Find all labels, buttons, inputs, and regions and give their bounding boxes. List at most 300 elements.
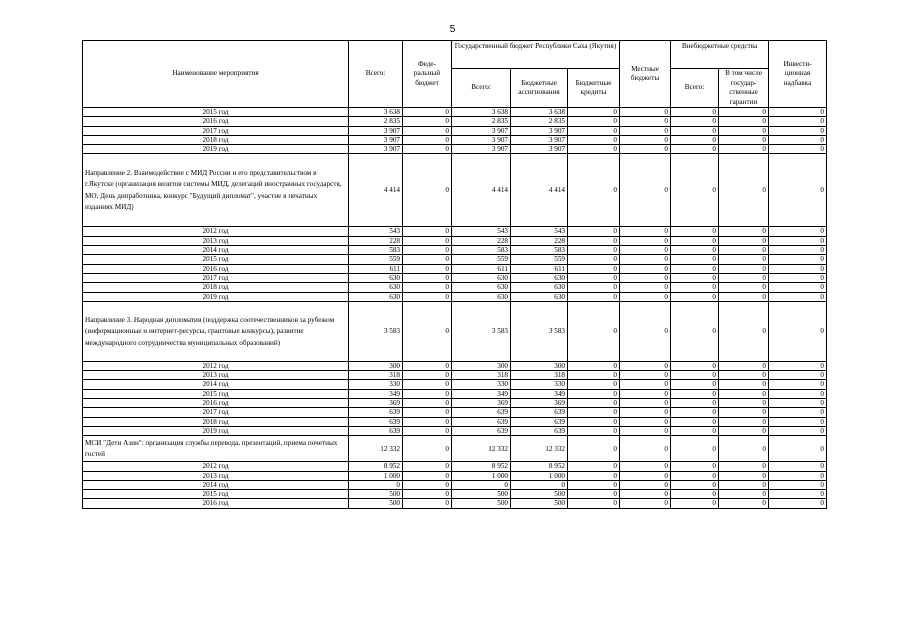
- table-cell: 0: [769, 380, 827, 389]
- table-cell: 0: [719, 117, 769, 126]
- table-row: [83, 499, 827, 508]
- table-cell: 0: [620, 255, 671, 264]
- table-cell: 3 907: [452, 135, 511, 144]
- table-cell: 0: [719, 255, 769, 264]
- table-cell: 630: [452, 273, 511, 282]
- table-cell: 0: [671, 399, 719, 408]
- table-cell: 0: [620, 283, 671, 292]
- table-cell: 0: [403, 380, 452, 389]
- table-row: [83, 389, 827, 398]
- table-cell: 639: [511, 417, 568, 426]
- table-row: [83, 283, 827, 292]
- section-value: 0: [568, 154, 620, 227]
- table-cell: 0: [769, 462, 827, 471]
- table-row: [83, 361, 827, 370]
- table-cell: 0: [719, 408, 769, 417]
- section-value: 0: [769, 154, 827, 227]
- table-cell: 300: [452, 361, 511, 370]
- table-cell: 0: [568, 135, 620, 144]
- year-label: 2017 год: [83, 408, 349, 417]
- table-cell: 0: [403, 480, 452, 489]
- table-cell: 0: [719, 246, 769, 255]
- table-cell: 0: [568, 236, 620, 245]
- table-cell: 0: [568, 389, 620, 398]
- table-row: [83, 480, 827, 489]
- table-cell: 0: [452, 480, 511, 489]
- table-cell: 330: [511, 380, 568, 389]
- table-cell: 0: [403, 399, 452, 408]
- table-cell: 0: [568, 108, 620, 117]
- table-cell: 0: [671, 490, 719, 499]
- table-cell: 0: [671, 480, 719, 489]
- section-title: Направление 2. Взаимодействие с МИД России и его представительством в г.Якутске (организация визитов системы МИД, делегаций иностранных государств, МО, День дипработника, конкурс "Будущий дипломат", участие в печатных изданиях МИД): [83, 154, 349, 227]
- table-cell: 0: [620, 292, 671, 301]
- table-cell: 639: [452, 426, 511, 435]
- section-value: 4 414: [511, 154, 568, 227]
- section-value: 0: [671, 301, 719, 361]
- table-cell: 0: [568, 462, 620, 471]
- table-cell: 0: [403, 108, 452, 117]
- table-cell: 3 907: [511, 135, 568, 144]
- table-cell: 0: [568, 408, 620, 417]
- table-cell: 3 907: [349, 145, 403, 154]
- table-cell: 0: [671, 426, 719, 435]
- table-cell: 559: [511, 255, 568, 264]
- year-label: 2017 год: [83, 126, 349, 135]
- table-cell: 0: [671, 389, 719, 398]
- table-cell: 0: [719, 389, 769, 398]
- table-cell: 500: [452, 490, 511, 499]
- table-cell: 0: [568, 283, 620, 292]
- table-row: [83, 490, 827, 499]
- section-value: 0: [769, 301, 827, 361]
- table-cell: 0: [769, 117, 827, 126]
- table-row: [83, 273, 827, 282]
- table-cell: 0: [719, 361, 769, 370]
- header-federal: Феде-ральный бюджет: [403, 41, 452, 108]
- table-cell: 1 000: [452, 471, 511, 480]
- table-cell: 0: [620, 227, 671, 236]
- section-value: 0: [568, 301, 620, 361]
- table-cell: 0: [620, 490, 671, 499]
- section-value: 0: [671, 154, 719, 227]
- header-republic-total: Всего:: [452, 69, 511, 108]
- table-cell: 0: [403, 246, 452, 255]
- year-label: 2014 год: [83, 246, 349, 255]
- table-cell: 0: [719, 145, 769, 154]
- table-cell: 611: [511, 264, 568, 273]
- table-cell: 0: [568, 126, 620, 135]
- section-row: [83, 301, 827, 361]
- year-label: 2016 год: [83, 499, 349, 508]
- table-cell: 0: [568, 471, 620, 480]
- table-cell: 0: [769, 236, 827, 245]
- year-label: 2017 год: [83, 273, 349, 282]
- table-cell: 3 907: [349, 135, 403, 144]
- header-extra-total: Всего:: [671, 69, 719, 108]
- table-cell: 3 638: [349, 108, 403, 117]
- table-cell: 330: [452, 380, 511, 389]
- table-cell: 0: [769, 264, 827, 273]
- table-cell: 0: [769, 108, 827, 117]
- table-cell: 639: [452, 417, 511, 426]
- year-label: 2015 год: [83, 255, 349, 264]
- year-label: 2012 год: [83, 361, 349, 370]
- table-cell: 0: [671, 108, 719, 117]
- table-cell: 0: [620, 462, 671, 471]
- table-cell: 0: [769, 471, 827, 480]
- table-cell: 611: [452, 264, 511, 273]
- table-cell: 0: [719, 236, 769, 245]
- table-cell: 559: [349, 255, 403, 264]
- table-cell: 0: [671, 135, 719, 144]
- table-cell: 0: [719, 490, 769, 499]
- table-cell: 1 000: [349, 471, 403, 480]
- table-cell: 0: [671, 283, 719, 292]
- table-cell: 630: [349, 292, 403, 301]
- table-cell: 0: [568, 361, 620, 370]
- header-total: Всего:: [349, 41, 403, 108]
- table-cell: 0: [719, 426, 769, 435]
- year-label: 2018 год: [83, 135, 349, 144]
- table-cell: 0: [620, 361, 671, 370]
- table-cell: 300: [511, 361, 568, 370]
- year-label: 2014 год: [83, 480, 349, 489]
- table-cell: 0: [769, 399, 827, 408]
- table-cell: 639: [511, 426, 568, 435]
- table-cell: 0: [568, 145, 620, 154]
- table-cell: 0: [620, 264, 671, 273]
- table-cell: 0: [719, 227, 769, 236]
- table-cell: 318: [349, 371, 403, 380]
- table-cell: 630: [349, 273, 403, 282]
- table-cell: 0: [671, 371, 719, 380]
- table-row: [83, 117, 827, 126]
- section-row: [83, 154, 827, 227]
- year-label: 2016 год: [83, 399, 349, 408]
- table-cell: 0: [620, 145, 671, 154]
- table-cell: 369: [452, 399, 511, 408]
- table-row: [83, 462, 827, 471]
- table-cell: 0: [719, 273, 769, 282]
- table-row: [83, 227, 827, 236]
- table-row: [83, 145, 827, 154]
- table-cell: 639: [349, 417, 403, 426]
- table-cell: 349: [511, 389, 568, 398]
- table-cell: 639: [349, 408, 403, 417]
- table-cell: 0: [403, 499, 452, 508]
- table-cell: 0: [671, 408, 719, 417]
- table-cell: 0: [671, 499, 719, 508]
- table-cell: 543: [511, 227, 568, 236]
- section-value: 4 414: [452, 154, 511, 227]
- table-row: [83, 399, 827, 408]
- table-cell: 318: [452, 371, 511, 380]
- table-cell: 228: [349, 236, 403, 245]
- table-cell: 0: [719, 371, 769, 380]
- year-label: 2015 год: [83, 490, 349, 499]
- table-cell: 0: [620, 399, 671, 408]
- table-cell: 0: [403, 264, 452, 273]
- section-value: 0: [719, 436, 769, 462]
- table-cell: 0: [769, 283, 827, 292]
- table-cell: 0: [568, 227, 620, 236]
- header-extra-group: Внебюджетные средства: [671, 41, 769, 69]
- table-cell: 0: [403, 371, 452, 380]
- table-cell: 0: [403, 283, 452, 292]
- year-label: 2013 год: [83, 236, 349, 245]
- table-cell: 0: [620, 499, 671, 508]
- header-republic-credits: Бюджетные кредиты: [568, 69, 620, 108]
- table-cell: 0: [719, 108, 769, 117]
- table-cell: 8 952: [511, 462, 568, 471]
- table-cell: 3 907: [452, 145, 511, 154]
- table-cell: 0: [769, 389, 827, 398]
- table-cell: 630: [511, 273, 568, 282]
- table-cell: 0: [568, 380, 620, 389]
- table-row: [83, 108, 827, 117]
- table-cell: 583: [349, 246, 403, 255]
- header-republic-group: Государственный бюджет Республики Саха (Якутия): [452, 41, 620, 69]
- section-title: Направление 3. Народная дипломатия (поддержка соотечественников за рубежом (информационные и интернет-ресурсы, грантовые конкурсы), развитие международного сотрудничества муниципальных образований): [83, 301, 349, 361]
- table-cell: 0: [769, 292, 827, 301]
- table-row: [83, 408, 827, 417]
- section-value: 12 332: [349, 436, 403, 462]
- year-label: 2019 год: [83, 292, 349, 301]
- table-cell: 0: [769, 417, 827, 426]
- table-cell: 0: [671, 471, 719, 480]
- table-cell: 369: [349, 399, 403, 408]
- section-value: 3 583: [511, 301, 568, 361]
- table-cell: 0: [403, 227, 452, 236]
- table-cell: 0: [403, 117, 452, 126]
- header-name: Наименование мероприятия: [83, 41, 349, 108]
- table-cell: 0: [769, 145, 827, 154]
- table-cell: 630: [511, 283, 568, 292]
- table-cell: 2 835: [452, 117, 511, 126]
- table-cell: 0: [620, 426, 671, 435]
- table-row: [83, 135, 827, 144]
- table-cell: 0: [403, 408, 452, 417]
- table-cell: 500: [511, 490, 568, 499]
- table-cell: 0: [403, 126, 452, 135]
- table-cell: 543: [349, 227, 403, 236]
- table-cell: 0: [719, 399, 769, 408]
- table-cell: 0: [403, 471, 452, 480]
- table-cell: 300: [349, 361, 403, 370]
- table-cell: 500: [349, 490, 403, 499]
- table-cell: 0: [403, 145, 452, 154]
- table-cell: 0: [769, 480, 827, 489]
- table-row: [83, 371, 827, 380]
- year-label: 2013 год: [83, 371, 349, 380]
- year-label: 2018 год: [83, 283, 349, 292]
- year-label: 2013 год: [83, 471, 349, 480]
- table-cell: 543: [452, 227, 511, 236]
- table-cell: 559: [452, 255, 511, 264]
- section-value: 0: [568, 436, 620, 462]
- table-cell: 0: [719, 126, 769, 135]
- section-value: 0: [620, 436, 671, 462]
- table-cell: 0: [620, 273, 671, 282]
- table-cell: 0: [671, 126, 719, 135]
- table-cell: 500: [452, 499, 511, 508]
- table-cell: 0: [568, 371, 620, 380]
- table-cell: 0: [719, 380, 769, 389]
- table-cell: 0: [719, 283, 769, 292]
- table-cell: 0: [568, 292, 620, 301]
- table-cell: 0: [620, 236, 671, 245]
- table-cell: 2 835: [349, 117, 403, 126]
- section-value: 0: [769, 436, 827, 462]
- table-cell: 0: [769, 361, 827, 370]
- table-cell: 0: [620, 135, 671, 144]
- header-extra-guarantees: В том числе государ-ственные гарантии: [719, 69, 769, 108]
- section-value: 0: [620, 301, 671, 361]
- table-cell: 630: [349, 283, 403, 292]
- table-cell: 228: [452, 236, 511, 245]
- table-cell: 3 907: [511, 145, 568, 154]
- section-value: 3 583: [452, 301, 511, 361]
- table-cell: 0: [671, 361, 719, 370]
- year-label: 2018 год: [83, 417, 349, 426]
- table-cell: 630: [511, 292, 568, 301]
- table-cell: 0: [769, 126, 827, 135]
- table-row: [83, 292, 827, 301]
- table-cell: 0: [568, 490, 620, 499]
- table-cell: 0: [719, 135, 769, 144]
- table-cell: 0: [620, 389, 671, 398]
- table-cell: 3 907: [511, 126, 568, 135]
- table-cell: 0: [620, 417, 671, 426]
- table-cell: 611: [349, 264, 403, 273]
- year-label: 2019 год: [83, 145, 349, 154]
- section-title: МСИ "Дети Азии": организация службы перевода, презентаций, приема почетных гостей: [83, 436, 349, 462]
- table-cell: 349: [349, 389, 403, 398]
- year-label: 2016 год: [83, 117, 349, 126]
- table-cell: 0: [620, 117, 671, 126]
- table-cell: 3 907: [349, 126, 403, 135]
- table-cell: 0: [671, 236, 719, 245]
- table-cell: 369: [511, 399, 568, 408]
- table-cell: 0: [719, 417, 769, 426]
- table-cell: 0: [511, 480, 568, 489]
- section-value: 0: [719, 301, 769, 361]
- table-cell: 0: [568, 273, 620, 282]
- table-cell: 0: [403, 236, 452, 245]
- table-cell: 0: [403, 273, 452, 282]
- table-cell: 583: [511, 246, 568, 255]
- table-cell: 228: [511, 236, 568, 245]
- table-cell: 0: [568, 264, 620, 273]
- table-cell: 0: [403, 389, 452, 398]
- table-cell: 0: [568, 246, 620, 255]
- section-value: 0: [719, 154, 769, 227]
- table-cell: 0: [719, 264, 769, 273]
- table-cell: 0: [568, 399, 620, 408]
- header-invest: Инвести-ционная надбавка: [769, 41, 827, 108]
- table-cell: 0: [769, 490, 827, 499]
- table-cell: 0: [403, 426, 452, 435]
- table-cell: 0: [620, 246, 671, 255]
- table-row: [83, 255, 827, 264]
- table-cell: 0: [403, 255, 452, 264]
- table-cell: 0: [719, 480, 769, 489]
- table-cell: 0: [671, 462, 719, 471]
- table-cell: 1 000: [511, 471, 568, 480]
- table-cell: 0: [568, 117, 620, 126]
- page-number: 5: [449, 24, 456, 35]
- table-cell: 0: [403, 462, 452, 471]
- table-cell: 0: [403, 292, 452, 301]
- table-cell: 0: [620, 371, 671, 380]
- header-local: Местные бюджеты: [620, 41, 671, 108]
- year-label: 2014 год: [83, 380, 349, 389]
- table-cell: 630: [452, 283, 511, 292]
- table-body: [83, 108, 827, 509]
- table-row: [83, 417, 827, 426]
- table-cell: 0: [719, 462, 769, 471]
- section-value: 0: [671, 436, 719, 462]
- table-cell: 0: [719, 292, 769, 301]
- table-cell: 0: [620, 408, 671, 417]
- table-cell: 0: [568, 417, 620, 426]
- section-value: 0: [403, 154, 452, 227]
- table-cell: 630: [452, 292, 511, 301]
- section-value: 0: [403, 436, 452, 462]
- table-cell: 0: [719, 471, 769, 480]
- table-cell: 0: [769, 371, 827, 380]
- table-cell: 500: [349, 499, 403, 508]
- year-label: 2015 год: [83, 389, 349, 398]
- table-cell: 0: [403, 490, 452, 499]
- table-cell: 8 952: [452, 462, 511, 471]
- table-cell: 0: [568, 426, 620, 435]
- table-cell: 330: [349, 380, 403, 389]
- table-cell: 0: [769, 246, 827, 255]
- table-row: [83, 380, 827, 389]
- table-cell: 0: [620, 480, 671, 489]
- table-cell: 0: [349, 480, 403, 489]
- year-label: 2012 год: [83, 227, 349, 236]
- table-cell: 500: [511, 499, 568, 508]
- table-cell: 0: [568, 255, 620, 264]
- table-cell: 0: [671, 292, 719, 301]
- table-cell: 583: [452, 246, 511, 255]
- table-cell: 0: [671, 255, 719, 264]
- year-label: 2016 год: [83, 264, 349, 273]
- table-row: [83, 426, 827, 435]
- header-republic-alloc: Бюджетные ассигнования: [511, 69, 568, 108]
- year-label: 2012 год: [83, 462, 349, 471]
- table-header: [83, 41, 827, 108]
- table-cell: 0: [769, 426, 827, 435]
- section-value: 12 332: [511, 436, 568, 462]
- section-row: [83, 436, 827, 462]
- table-cell: 3 638: [452, 108, 511, 117]
- table-cell: 0: [620, 380, 671, 389]
- table-cell: 0: [620, 108, 671, 117]
- table-cell: 0: [620, 471, 671, 480]
- table-row: [83, 246, 827, 255]
- table-cell: 0: [769, 499, 827, 508]
- year-label: 2019 год: [83, 426, 349, 435]
- table-cell: 318: [511, 371, 568, 380]
- table-cell: 3 907: [452, 126, 511, 135]
- table-cell: 0: [671, 117, 719, 126]
- budget-table: [82, 40, 827, 509]
- table-cell: 639: [452, 408, 511, 417]
